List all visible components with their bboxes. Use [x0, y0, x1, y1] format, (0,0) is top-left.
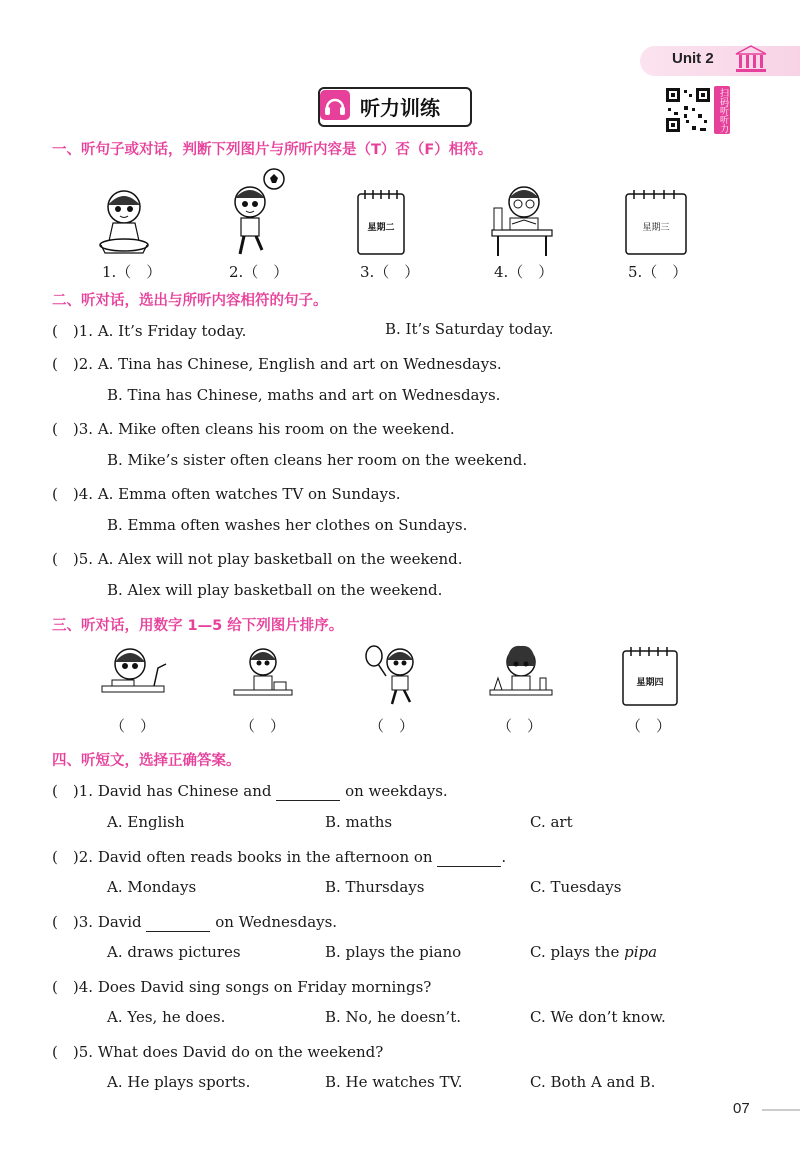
scan-listen-tag: 扫码听听力 — [714, 86, 730, 134]
fill-blank[interactable] — [437, 848, 501, 867]
section4-heading: 四、听短文，选择正确答案。 — [52, 753, 241, 769]
calendar-icon — [621, 645, 679, 707]
answer-slot[interactable]: 3.（ ） — [360, 263, 420, 281]
calendar-day-text: 星期四 — [636, 678, 664, 688]
qr-code-icon[interactable] — [664, 86, 712, 138]
girl-playing-badminton-picture — [362, 640, 424, 706]
option-a: A. Mondays — [107, 878, 197, 896]
calendar-icon — [356, 188, 406, 256]
option-b: B. maths — [325, 813, 393, 831]
answer-slot[interactable]: （ ） — [626, 717, 672, 735]
question-row: ( )5. A. Alex will not play basketball on the weekend. — [52, 550, 463, 568]
answer-slot[interactable]: 4.（ ） — [494, 263, 554, 281]
building-icon — [734, 44, 768, 78]
answer-slot[interactable]: （ ） — [110, 717, 156, 735]
page-number: 07 — [733, 1100, 750, 1117]
question-row: ( )4. Does David sing songs on Friday mornings? — [52, 978, 432, 996]
option-b: B. Emma often washes her clothes on Sundays. — [107, 516, 468, 534]
answer-slot[interactable]: ( — [52, 978, 73, 996]
option-b: B. No, he doesn’t. — [325, 1008, 461, 1026]
question-row: ( )5. What does David do on the weekend? — [52, 1043, 384, 1061]
question-row: ( )1. A. It’s Friday today. — [52, 322, 247, 340]
question-row: ( )1. David has Chinese and on weekdays. — [52, 782, 448, 800]
option-b: B. Mike’s sister often cleans her room on the weekend. — [107, 451, 528, 469]
calendar-day-text: 星期三 — [642, 223, 670, 233]
boy-playing-football-picture — [222, 168, 288, 258]
headphones-icon — [320, 90, 350, 124]
option-c: C. Both A and B. — [530, 1073, 656, 1091]
option-c: C. Tuesdays — [530, 878, 622, 896]
answer-slot[interactable]: 5.（ ） — [628, 263, 688, 281]
answer-slot[interactable]: ( — [52, 913, 73, 931]
section1-heading: 一、听句子或对话，判断下列图片与所听内容是（T）否（F）相符。 — [52, 142, 493, 158]
option-b: B. It’s Saturday today. — [385, 320, 554, 338]
answer-slot[interactable]: （ ） — [240, 717, 286, 735]
option-a: A. Yes, he does. — [107, 1008, 226, 1026]
page-title: 听力训练 — [360, 96, 440, 120]
option-a: A. draws pictures — [107, 943, 241, 961]
answer-slot[interactable]: 1.（ ） — [102, 263, 162, 281]
girl-doing-experiment-picture — [488, 642, 554, 704]
option-a: A. He plays sports. — [107, 1073, 251, 1091]
unit-label: Unit 2 — [672, 50, 714, 67]
answer-slot[interactable]: ( — [52, 782, 73, 800]
answer-slot[interactable]: 2.（ ） — [229, 263, 289, 281]
option-c: C. We don’t know. — [530, 1008, 666, 1026]
girl-doing-homework-picture — [100, 642, 170, 704]
question-row: ( )4. A. Emma often watches TV on Sundays. — [52, 485, 401, 503]
answer-slot[interactable]: （ ） — [497, 717, 543, 735]
question-row: ( )2. A. Tina has Chinese, English and art on Wednesdays. — [52, 355, 502, 373]
answer-slot[interactable]: ( — [52, 355, 73, 373]
answer-slot[interactable]: ( — [52, 485, 73, 503]
girl-drawing-picture — [232, 642, 294, 704]
option-c: C. art — [530, 813, 573, 831]
answer-slot[interactable]: ( — [52, 420, 73, 438]
answer-slot[interactable]: ( — [52, 1043, 73, 1061]
question-row: ( )3. David on Wednesdays. — [52, 913, 338, 931]
answer-slot[interactable]: ( — [52, 848, 73, 866]
option-b: B. plays the piano — [325, 943, 462, 961]
answer-slot[interactable]: ( — [52, 550, 73, 568]
unit-tab — [640, 46, 800, 76]
section2-heading: 二、听对话，选出与所听内容相符的句子。 — [52, 293, 328, 309]
question-row: ( )2. David often reads books in the afternoon on . — [52, 848, 507, 866]
answer-slot[interactable]: （ ） — [369, 717, 415, 735]
calendar-icon — [624, 188, 688, 256]
calendar-day-text: 星期二 — [367, 223, 395, 233]
answer-slot[interactable]: ( — [52, 322, 73, 340]
fill-blank[interactable] — [146, 913, 210, 932]
section3-heading: 三、听对话，用数字 1—5 给下列图片排序。 — [52, 618, 344, 634]
option-c: C. plays the pipa — [530, 943, 658, 961]
option-b: B. Thursdays — [325, 878, 425, 896]
option-a: A. English — [107, 813, 185, 831]
option-b: B. He watches TV. — [325, 1073, 463, 1091]
question-row: ( )3. A. Mike often cleans his room on the weekend. — [52, 420, 455, 438]
option-b: B. Alex will play basketball on the weekend. — [107, 581, 443, 599]
fill-blank[interactable] — [276, 782, 340, 801]
option-b: B. Tina has Chinese, maths and art on Wednesdays. — [107, 386, 501, 404]
girl-washing-clothes-picture — [95, 185, 153, 257]
page-divider — [762, 1109, 800, 1111]
boy-reading-book-picture — [490, 178, 554, 258]
